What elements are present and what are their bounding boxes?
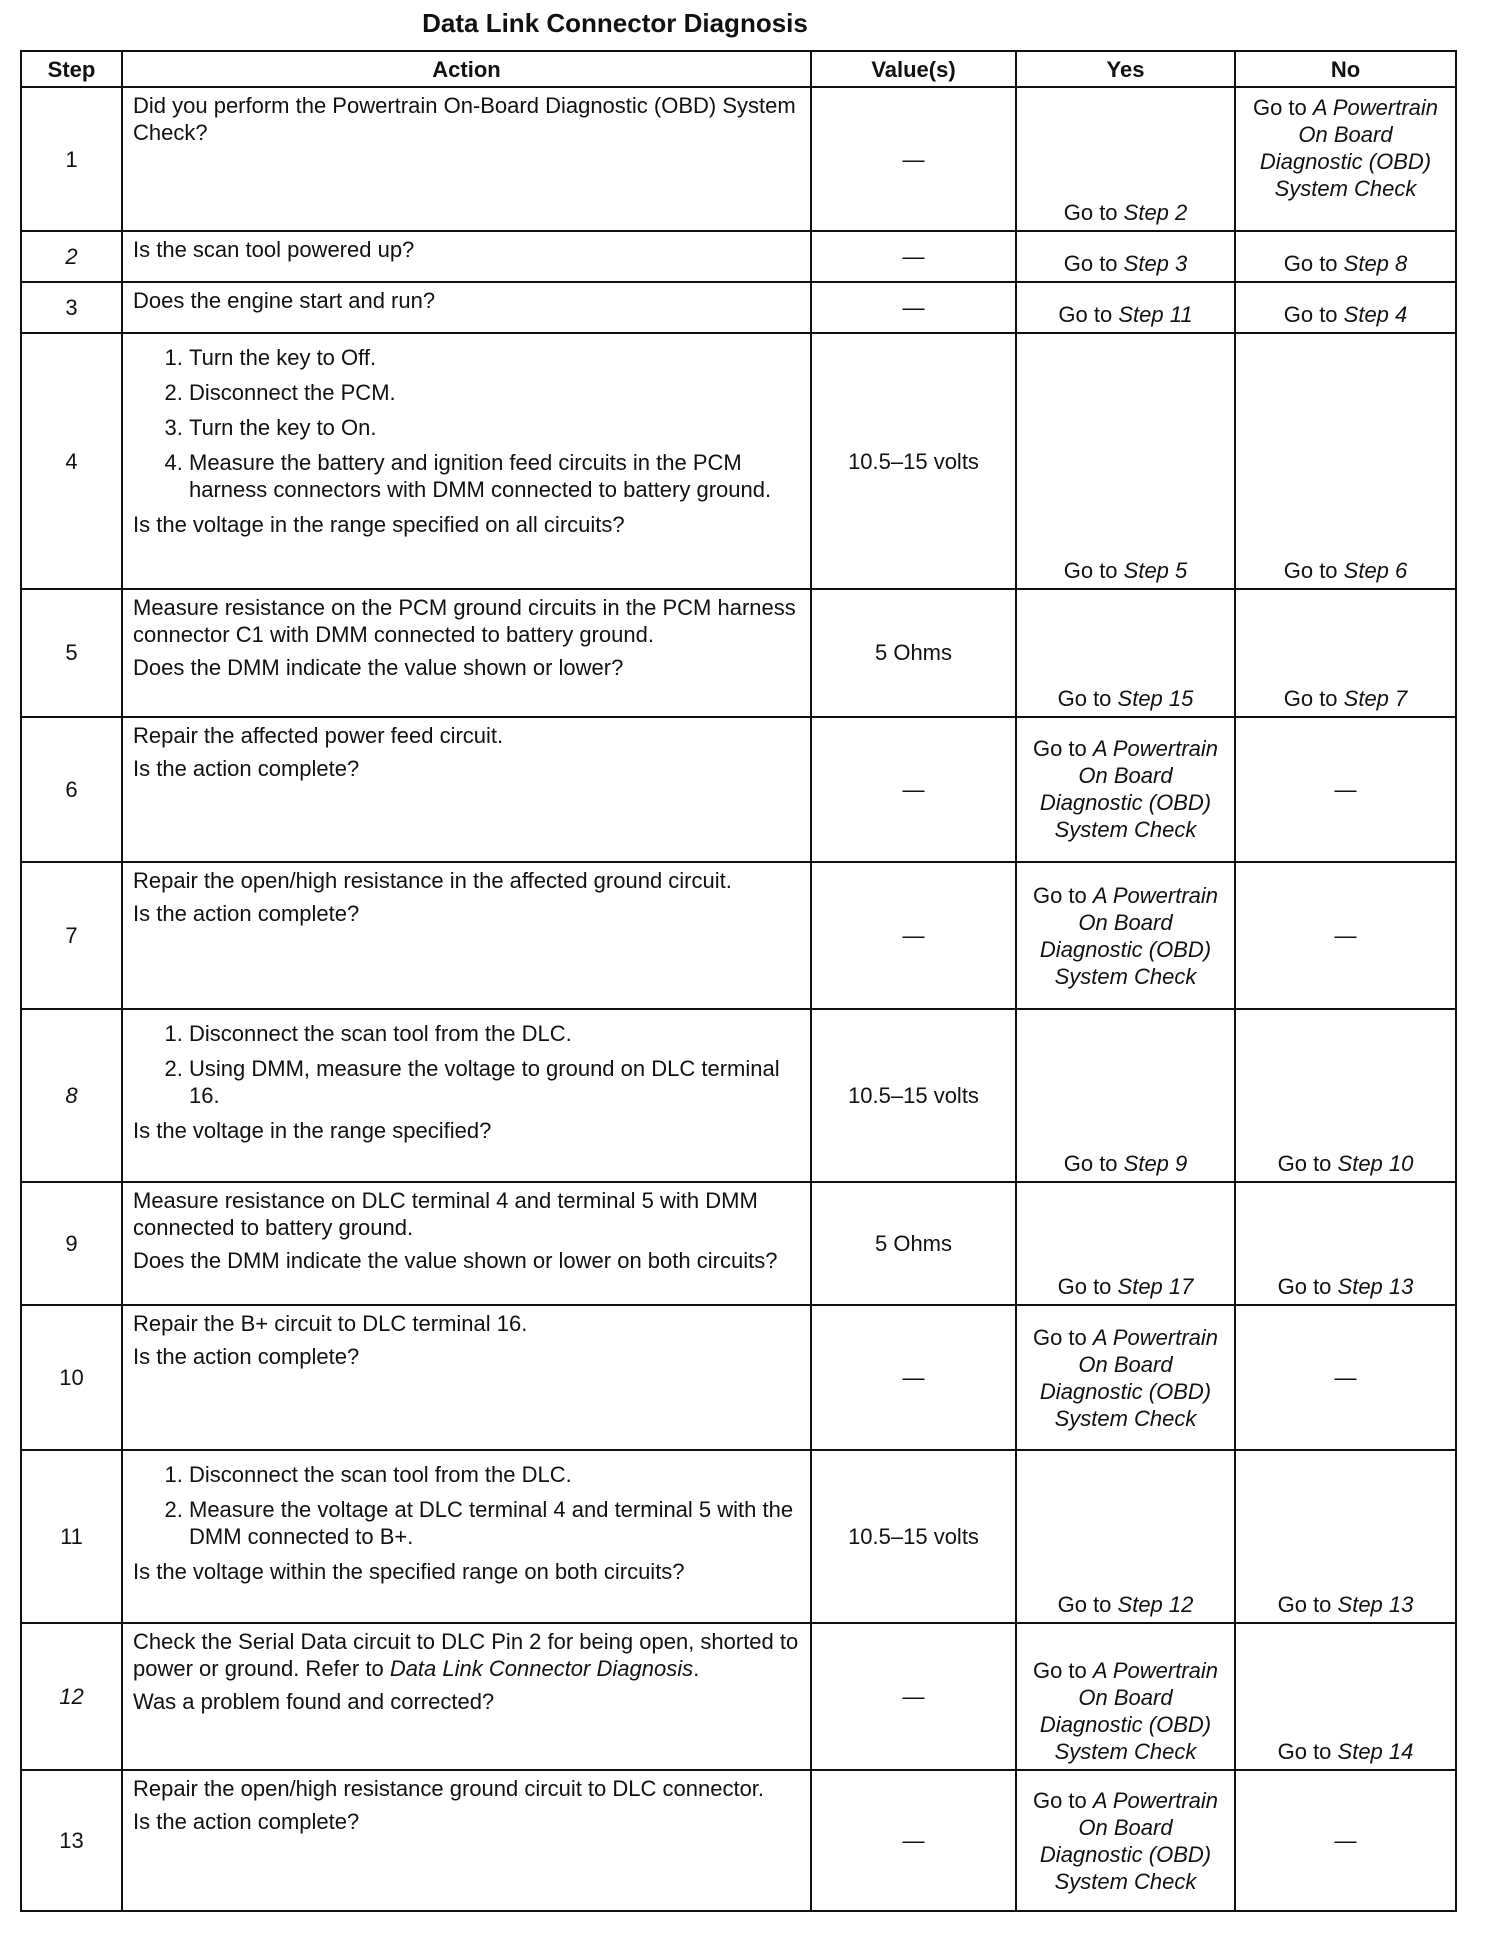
action-cell bbox=[122, 282, 811, 333]
yes-prefix: Go to bbox=[1063, 251, 1124, 277]
yes-reference: Step 11 bbox=[1118, 302, 1193, 328]
step-number: 5 bbox=[21, 589, 122, 717]
value-cell: 10.5–15 volts bbox=[811, 1009, 1016, 1182]
value-cell: 5 Ohms bbox=[811, 589, 1016, 717]
diagnosis-table bbox=[20, 50, 1457, 1912]
action-reference: Data Link Connector Diagnosis bbox=[389, 1656, 694, 1682]
yes-prefix: Go to bbox=[1057, 1273, 1118, 1299]
yes-cell bbox=[1016, 717, 1235, 863]
yes-reference: Step 12 bbox=[1117, 1592, 1194, 1618]
header-no: No bbox=[1235, 51, 1456, 87]
yes-prefix: Go to bbox=[1032, 882, 1093, 908]
no-none: — bbox=[1334, 1828, 1357, 1854]
action-steps-list bbox=[133, 1461, 800, 1550]
step-number: 8 bbox=[21, 1009, 122, 1182]
table-row bbox=[21, 717, 1456, 863]
yes-cell bbox=[1016, 87, 1235, 231]
action-text: Repair the open/high resistance ground circuit to DLC connector. bbox=[133, 1776, 765, 1802]
action-cell bbox=[122, 717, 811, 863]
action-text: Did you perform the Powertrain On-Board Diagnostic (OBD) System Check? bbox=[133, 93, 796, 145]
value-cell: — bbox=[811, 282, 1016, 333]
yes-cell bbox=[1016, 589, 1235, 717]
action-text: Repair the open/high resistance in the affected ground circuit. bbox=[133, 868, 732, 894]
yes-reference: Step 17 bbox=[1117, 1273, 1194, 1299]
yes-reference: A Powertrain On Board Diagnostic (OBD) System Check bbox=[1039, 882, 1219, 989]
yes-cell bbox=[1016, 1623, 1235, 1770]
yes-prefix: Go to bbox=[1063, 1150, 1124, 1176]
action-text: Does the DMM indicate the value shown or lower? bbox=[133, 654, 624, 680]
no-prefix: Go to bbox=[1277, 1739, 1338, 1765]
no-reference: Step 8 bbox=[1343, 251, 1408, 277]
yes-reference: A Powertrain On Board Diagnostic (OBD) System Check bbox=[1039, 736, 1219, 843]
step-number: 11 bbox=[21, 1450, 122, 1623]
no-cell bbox=[1235, 282, 1456, 333]
value-cell: 5 Ohms bbox=[811, 1182, 1016, 1305]
action-cell bbox=[122, 1623, 811, 1770]
no-reference: Step 4 bbox=[1343, 302, 1408, 328]
table-row bbox=[21, 1770, 1456, 1911]
table-row bbox=[21, 231, 1456, 282]
table-row bbox=[21, 1450, 1456, 1623]
action-text-part: Check the Serial Data circuit to DLC Pin 2 for being open, shorted to power or ground. Refer to bbox=[133, 1629, 799, 1682]
header-values: Value(s) bbox=[811, 51, 1016, 87]
no-cell bbox=[1235, 231, 1456, 282]
yes-prefix: Go to bbox=[1057, 1592, 1118, 1618]
no-cell bbox=[1235, 87, 1456, 231]
no-prefix: Go to bbox=[1277, 1150, 1338, 1176]
step-number: 4 bbox=[21, 333, 122, 589]
yes-prefix: Go to bbox=[1032, 736, 1093, 762]
step-number: 6 bbox=[21, 717, 122, 863]
no-cell bbox=[1235, 717, 1456, 863]
no-reference: Step 13 bbox=[1337, 1592, 1414, 1618]
step-number: 2 bbox=[21, 231, 122, 282]
yes-cell bbox=[1016, 1450, 1235, 1623]
action-question: Is the voltage in the range specified? bbox=[133, 1118, 492, 1143]
table-row bbox=[21, 282, 1456, 333]
no-reference: Step 13 bbox=[1337, 1273, 1414, 1299]
yes-cell bbox=[1016, 1305, 1235, 1451]
action-text: Repair the B+ circuit to DLC terminal 16. bbox=[133, 1310, 528, 1336]
action-steps-list bbox=[133, 344, 800, 503]
action-step: 3. Turn the key to On. bbox=[189, 414, 800, 441]
action-step: 1. Disconnect the scan tool from the DLC. bbox=[189, 1461, 800, 1488]
header-action: Action bbox=[122, 51, 811, 87]
action-cell bbox=[122, 589, 811, 717]
table-row bbox=[21, 862, 1456, 1009]
no-prefix: Go to bbox=[1277, 1273, 1338, 1299]
action-step: 2. Disconnect the PCM. bbox=[189, 379, 800, 406]
action-cell bbox=[122, 1305, 811, 1451]
yes-cell bbox=[1016, 282, 1235, 333]
action-cell bbox=[122, 1009, 811, 1182]
action-cell bbox=[122, 1450, 811, 1623]
action-text: Measure resistance on DLC terminal 4 and terminal 5 with DMM connected to battery ground. bbox=[133, 1187, 758, 1240]
yes-prefix: Go to bbox=[1058, 302, 1119, 328]
action-cell bbox=[122, 862, 811, 1009]
action-text: Is the action complete? bbox=[133, 1809, 360, 1835]
yes-cell bbox=[1016, 1770, 1235, 1911]
no-none: — bbox=[1334, 923, 1357, 949]
action-step: 1. Disconnect the scan tool from the DLC. bbox=[189, 1020, 800, 1047]
yes-reference: Step 9 bbox=[1123, 1150, 1188, 1176]
page-title: Data Link Connector Diagnosis bbox=[422, 8, 808, 38]
header-step: Step bbox=[21, 51, 122, 87]
step-number: 3 bbox=[21, 282, 122, 333]
yes-reference: Step 5 bbox=[1123, 557, 1188, 583]
table-row bbox=[21, 589, 1456, 717]
step-number: 13 bbox=[21, 1770, 122, 1911]
value-cell: 10.5–15 volts bbox=[811, 333, 1016, 589]
yes-prefix: Go to bbox=[1063, 200, 1124, 226]
yes-reference: A Powertrain On Board Diagnostic (OBD) System Check bbox=[1039, 1658, 1219, 1765]
yes-reference: Step 3 bbox=[1123, 251, 1188, 277]
action-question: Is the voltage in the range specified on all circuits? bbox=[133, 512, 625, 538]
step-number: 7 bbox=[21, 862, 122, 1009]
no-cell bbox=[1235, 333, 1456, 589]
no-cell bbox=[1235, 1623, 1456, 1770]
action-text-part: . bbox=[693, 1656, 700, 1682]
no-prefix: Go to bbox=[1283, 251, 1344, 277]
value-cell: — bbox=[811, 717, 1016, 863]
yes-prefix: Go to bbox=[1032, 1787, 1093, 1813]
value-cell: — bbox=[811, 1770, 1016, 1911]
action-text: Is the action complete? bbox=[133, 1343, 360, 1369]
action-text: Does the engine start and run? bbox=[133, 288, 436, 314]
no-reference: A Powertrain On Board Diagnostic (OBD) System Check bbox=[1259, 95, 1439, 201]
step-number: 10 bbox=[21, 1305, 122, 1451]
action-text: Is the action complete? bbox=[133, 755, 360, 781]
no-reference: Step 10 bbox=[1337, 1150, 1414, 1176]
no-cell bbox=[1235, 1009, 1456, 1182]
action-text: Repair the affected power feed circuit. bbox=[133, 722, 504, 748]
table-row bbox=[21, 1182, 1456, 1305]
no-reference: Step 6 bbox=[1343, 557, 1408, 583]
table-row bbox=[21, 333, 1456, 589]
yes-prefix: Go to bbox=[1032, 1658, 1093, 1684]
value-cell: — bbox=[811, 87, 1016, 231]
step-number: 12 bbox=[21, 1623, 122, 1770]
value-cell: — bbox=[811, 862, 1016, 1009]
action-text: Measure resistance on the PCM ground circuits in the PCM harness connector C1 with DMM connected to battery ground. bbox=[133, 594, 796, 647]
value-cell: 10.5–15 volts bbox=[811, 1450, 1016, 1623]
no-cell bbox=[1235, 862, 1456, 1009]
value-cell: — bbox=[811, 231, 1016, 282]
action-cell bbox=[122, 87, 811, 231]
action-text: Is the scan tool powered up? bbox=[133, 237, 415, 263]
step-number: 9 bbox=[21, 1182, 122, 1305]
no-cell bbox=[1235, 1305, 1456, 1451]
no-reference: Step 14 bbox=[1337, 1739, 1414, 1765]
action-step: 2. Using DMM, measure the voltage to ground on DLC terminal 16. bbox=[189, 1055, 800, 1109]
action-cell bbox=[122, 1182, 811, 1305]
action-text bbox=[133, 1628, 800, 1682]
no-cell bbox=[1235, 1770, 1456, 1911]
value-cell: — bbox=[811, 1305, 1016, 1451]
action-cell bbox=[122, 333, 811, 589]
no-prefix: Go to bbox=[1277, 1592, 1338, 1618]
yes-prefix: Go to bbox=[1032, 1324, 1093, 1350]
no-none: — bbox=[1334, 776, 1357, 802]
no-cell bbox=[1235, 1182, 1456, 1305]
table-row bbox=[21, 1305, 1456, 1451]
step-number: 1 bbox=[21, 87, 122, 231]
header-yes: Yes bbox=[1016, 51, 1235, 87]
action-question: Is the voltage within the specified range on both circuits? bbox=[133, 1559, 685, 1585]
yes-prefix: Go to bbox=[1063, 557, 1124, 583]
yes-cell bbox=[1016, 333, 1235, 589]
no-prefix: Go to bbox=[1252, 95, 1313, 120]
no-cell bbox=[1235, 589, 1456, 717]
action-cell bbox=[122, 1770, 811, 1911]
action-steps-list bbox=[133, 1020, 800, 1109]
action-text: Does the DMM indicate the value shown or lower on both circuits? bbox=[133, 1247, 778, 1273]
no-reference: Step 7 bbox=[1343, 685, 1408, 711]
action-step: 2. Measure the voltage at DLC terminal 4 and terminal 5 with the DMM connected to B+. bbox=[189, 1496, 800, 1550]
no-none: — bbox=[1334, 1365, 1357, 1391]
yes-cell bbox=[1016, 231, 1235, 282]
no-prefix: Go to bbox=[1283, 302, 1344, 328]
table-row bbox=[21, 1623, 1456, 1770]
action-step: 4. Measure the battery and ignition feed circuits in the PCM harness connectors with DMM connected to battery ground. bbox=[189, 449, 800, 503]
value-cell: — bbox=[811, 1623, 1016, 1770]
action-text: Is the action complete? bbox=[133, 901, 360, 927]
yes-reference: A Powertrain On Board Diagnostic (OBD) System Check bbox=[1039, 1787, 1219, 1894]
table-row bbox=[21, 1009, 1456, 1182]
no-cell bbox=[1235, 1450, 1456, 1623]
table-row bbox=[21, 87, 1456, 231]
action-step: 1. Turn the key to Off. bbox=[189, 344, 800, 371]
action-question: Was a problem found and corrected? bbox=[133, 1689, 495, 1715]
yes-cell bbox=[1016, 1009, 1235, 1182]
action-cell bbox=[122, 231, 811, 282]
yes-reference: Step 15 bbox=[1117, 685, 1194, 711]
yes-cell bbox=[1016, 862, 1235, 1009]
yes-prefix: Go to bbox=[1057, 685, 1118, 711]
header-row bbox=[21, 51, 1456, 87]
no-prefix: Go to bbox=[1283, 685, 1344, 711]
yes-reference: Step 2 bbox=[1123, 200, 1188, 226]
yes-reference: A Powertrain On Board Diagnostic (OBD) System Check bbox=[1039, 1324, 1219, 1431]
yes-cell bbox=[1016, 1182, 1235, 1305]
no-prefix: Go to bbox=[1283, 557, 1344, 583]
